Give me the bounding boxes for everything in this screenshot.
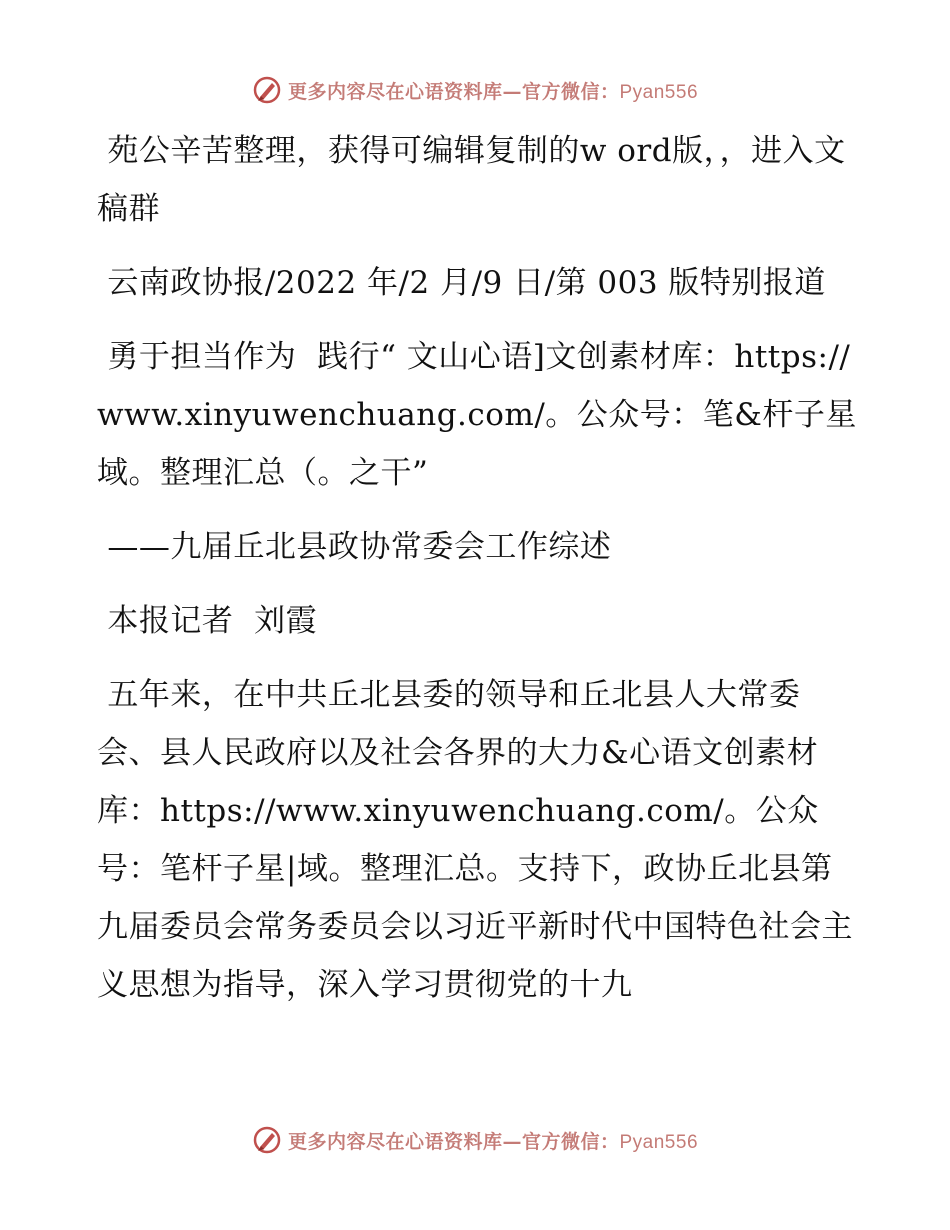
paragraph-headline: 勇于担当作为 践行“ 文山心语]文创素材库：https://www.xinyuwenchuang.com/。公众号：笔&杆子星域。整理汇总（。之干” — [97, 339, 857, 491]
header-wechat-id: Pyan556 — [619, 81, 699, 103]
paragraph-source: 云南政协报/2022 年/2 月/9 日/第 003 版特别报道 — [97, 265, 826, 301]
pen-logo-icon — [252, 1125, 282, 1155]
footer-banner-text: 更多内容尽在心语资料库—官方微信：Pyan556 — [287, 1130, 699, 1153]
paragraph-body: 五年来，在中共丘北县委的领导和丘北县人大常委会、县人民政府以及社会各界的大力&心语文创素材库：https://www.xinyuwenchuang.com/。公众号：笔杆子星|域。整理汇总。支持下，政协丘北县第九届委员会常务委员会以习近平新时代中国特色社会主义思想为指导，深入学习贯彻党的十九 — [97, 677, 853, 1003]
header-banner-text: 更多内容尽在心语资料库—官方微信：Pyan556 — [287, 80, 699, 103]
paragraph-note: 苑公辛苦整理，获得可编辑复制的w ord版，，进入文稿群 — [97, 133, 846, 227]
pen-logo-icon — [252, 75, 282, 105]
header-banner — [0, 70, 950, 110]
footer-banner — [0, 1120, 950, 1160]
footer-wechat-id: Pyan556 — [619, 1131, 699, 1153]
paragraph-byline: 本报记者 刘霞 — [97, 603, 318, 639]
paragraph-subtitle: ——九届丘北县政协常委会工作综述 — [97, 529, 612, 565]
document-body — [97, 122, 857, 1014]
